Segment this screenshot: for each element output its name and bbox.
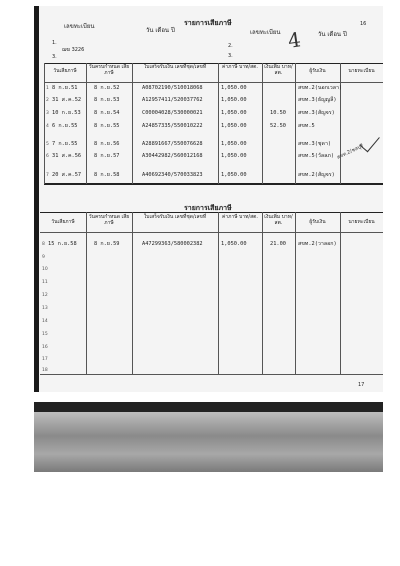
empty-row-number: 12 [42,293,48,298]
empty-row-number: 14 [42,319,48,324]
table2-bottom-border [40,374,383,375]
t1-col-due: วันครบกำหนด เสียภาษี [88,64,130,76]
table1-bottom-border [44,183,383,185]
empty-row-number: 11 [42,280,48,285]
vehicle-plate: ฌฆ 3226 [62,47,85,53]
empty-row-number: 10 [42,267,48,272]
line-no-3-right: 3. [228,53,233,59]
line-no-3: 3. [52,54,57,60]
t2-col-paid: วันเสียภาษี [51,219,75,225]
handwritten-mark: 4 [286,27,303,53]
date-label-right: วัน เดือน ปี [318,31,347,38]
empty-row-number: 17 [42,357,48,362]
t2-col-tax: ค่าภาษี บาท/สต. [222,214,258,220]
page-number: 16 [360,21,367,27]
t2-col-due: วันครบกำหนด เสียภาษี [88,214,130,226]
official-stamp: สขท.2/ชลบุรี [336,143,365,161]
reg-label: เลขทะเบียน [64,23,95,30]
t1-col-paid: วันเสียภาษี [53,68,77,74]
t2-col-receipt: ใบเสร็จรับเงิน เลขที่ชุด/เลขที่ [143,214,207,220]
t1-col-tax: ค่าภาษี บาท/สต. [222,64,258,70]
empty-row-number: 15 [42,332,48,337]
line-no-2-right: 2. [228,43,233,49]
table2-top-border [40,212,383,213]
empty-row-number: 13 [42,306,48,311]
table2-title: รายการเสียภาษี [184,204,232,212]
t2-col-registrar: นายทะเบียน [348,219,375,225]
date-label: วัน เดือน ปี [146,27,175,34]
empty-row-number: 18 [42,368,48,373]
scan-grey-band [34,412,383,472]
line-no-1: 1. [52,40,57,46]
t1-col-receiver: ผู้รับเงิน [309,68,326,74]
footer-page-number: 17 [358,382,365,388]
reg-label-right: เลขทะเบียน [250,29,281,36]
t2-col-fine: เงินเพิ่ม บาท/สต. [264,214,293,226]
t2-col-receiver: ผู้รับเงิน [309,219,326,225]
t1-col-receipt: ใบเสร็จรับเงิน เลขที่ชุด/เลขที่ [143,64,207,70]
scan-black-band [34,402,383,412]
t1-col-registrar: นายทะเบียน [348,68,375,74]
empty-row-number: 9 [42,255,45,260]
table2-header-divider [40,232,383,233]
table1-header-divider [44,82,383,83]
empty-row-number: 16 [42,345,48,350]
page-title: รายการเสียภาษี [184,19,232,27]
t1-col-fine: เงินเพิ่ม บาท/สต. [264,64,293,76]
